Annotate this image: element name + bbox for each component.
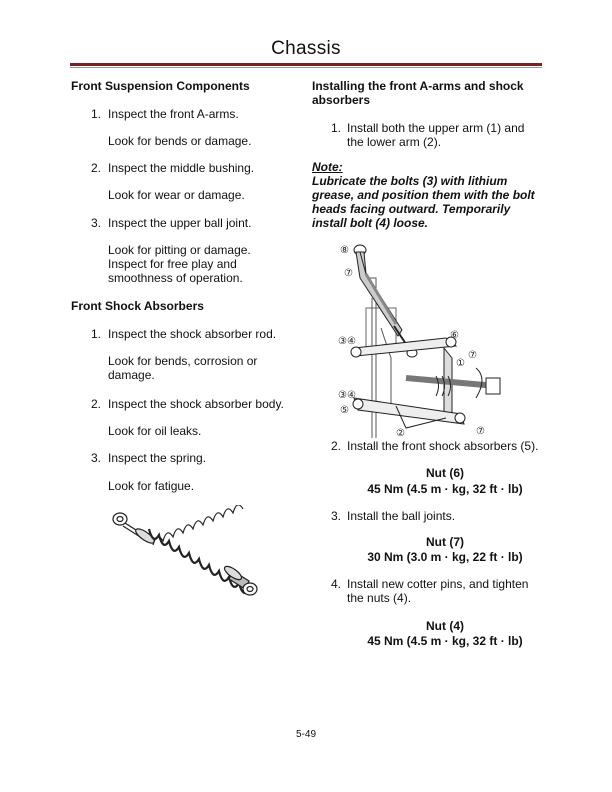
torque-spec-name: Nut (7)	[426, 535, 464, 549]
torque-spec-value: 45 Nm (4.5 m · kg, 32 ft · lb)	[367, 482, 523, 496]
note-label: Note:	[312, 160, 343, 174]
install-step: Install the ball joints.	[347, 509, 456, 523]
list-item: Inspect the front A-arms.	[108, 107, 239, 121]
list-number: 1.	[331, 121, 342, 135]
callout-label: ⑧	[340, 245, 349, 256]
header-rule-thin	[70, 67, 542, 68]
torque-spec-name: Nut (4)	[426, 619, 464, 633]
list-number: 2.	[331, 439, 342, 453]
callout-label: ⑦	[344, 268, 353, 279]
list-item-detail: Look for fatigue.	[108, 479, 195, 493]
callout-label: ⑦	[468, 350, 477, 361]
list-item-detail: Look for bends or damage.	[108, 134, 252, 148]
list-item: Inspect the spring.	[108, 451, 207, 465]
list-item: Inspect the shock absorber rod.	[108, 327, 277, 341]
header-rule	[70, 63, 542, 66]
callout-label: ③④	[338, 336, 356, 347]
callout-label: ②	[396, 428, 405, 439]
list-item: Inspect the middle bushing.	[108, 161, 255, 175]
front-suspension-diagram	[336, 238, 521, 441]
list-item-detail: Look for wear or damage.	[108, 188, 245, 202]
install-step: Install new cotter pins, and tighten the nuts (4).	[347, 577, 529, 605]
callout-label: ③④	[338, 390, 356, 401]
callout-label: ⑥	[450, 330, 459, 341]
list-number: 3.	[91, 451, 102, 465]
section-heading-shock-absorbers: Front Shock Absorbers	[71, 299, 204, 313]
page-number: 5-49	[295, 729, 316, 740]
list-item: Inspect the upper ball joint.	[108, 216, 252, 230]
install-step: Install the front shock absorbers (5).	[347, 439, 539, 453]
callout-label: ①	[456, 358, 465, 369]
callout-label: ⑤	[340, 405, 349, 416]
page-title: Chassis	[271, 38, 341, 59]
list-item-detail: Look for oil leaks.	[108, 424, 202, 438]
list-number: 2.	[91, 397, 102, 411]
torque-spec-value: 45 Nm (4.5 m · kg, 32 ft · lb)	[367, 634, 523, 648]
list-number: 3.	[91, 216, 102, 230]
list-item-detail: Look for pitting or damage. Inspect for free play and smoothness of operation.	[108, 243, 251, 285]
section-heading-installing: Installing the front A-arms and shock absorbers	[312, 79, 524, 107]
list-item: Inspect the shock absorber body.	[108, 397, 284, 411]
list-number: 1.	[91, 327, 102, 341]
section-heading-front-suspension: Front Suspension Components	[71, 79, 250, 93]
torque-spec-name: Nut (6)	[426, 466, 464, 480]
list-number: 2.	[91, 161, 102, 175]
note-text: Lubricate the bolts (3) with lithium grease, and position them with the bolt heads facing outward. Temporarily install bolt (4) loose.	[312, 174, 535, 230]
list-item-detail: Look for bends, corrosion or damage.	[108, 354, 258, 382]
callout-label: ⑦	[476, 426, 485, 437]
list-number: 4.	[331, 577, 342, 591]
torque-spec-value: 30 Nm (3.0 m · kg, 22 ft · lb)	[367, 550, 523, 564]
list-number: 3.	[331, 509, 342, 523]
install-step: Install both the upper arm (1) and the lower arm (2).	[347, 121, 525, 149]
shock-absorber-illustration	[105, 505, 265, 605]
list-number: 1.	[91, 107, 102, 121]
